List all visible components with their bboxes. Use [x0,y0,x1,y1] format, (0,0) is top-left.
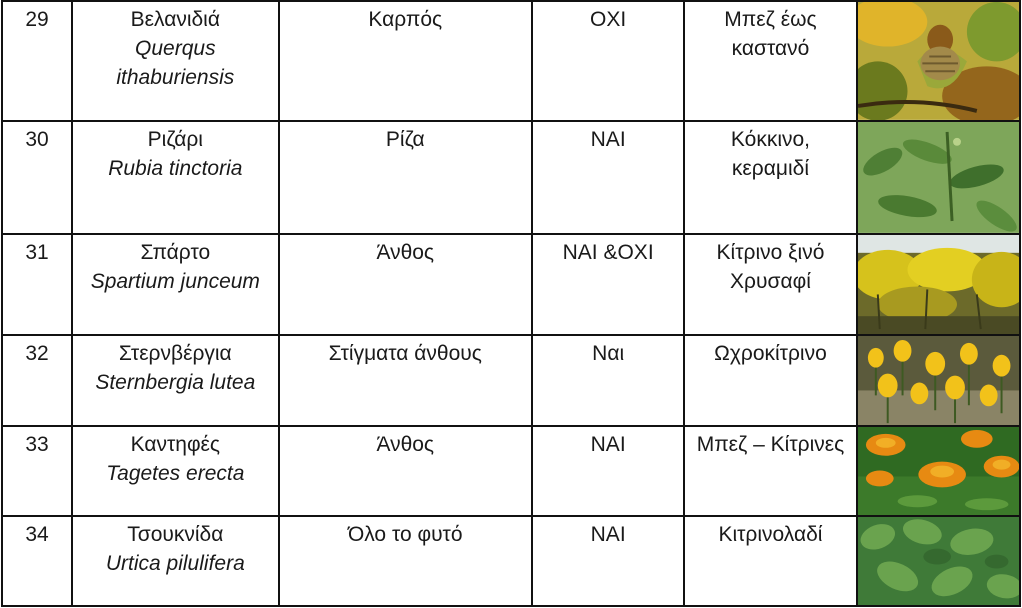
mordant: ΝΑΙ [532,121,684,234]
mordant: ΝΑΙ [532,426,684,516]
madder-plant-photo [857,121,1020,234]
row-number: 30 [2,121,72,234]
common-name: Καντηφές [130,432,221,456]
plant-part: Ρίζα [279,121,532,234]
dye-plants-table [1,0,1021,607]
dye-color: κεραμιδί [731,156,809,180]
scientific-name: Urtica pilulifera [105,551,245,575]
common-name: Σπάρτο [140,240,211,264]
dye-color-cell [684,1,856,121]
common-name: Στερνβέργια [118,341,232,365]
scientific-name: Rubia tinctoria [108,156,243,180]
table-row [2,121,1020,234]
scientific-name: Sternbergia lutea [95,370,256,394]
plant-name-cell [72,516,278,606]
scientific-name: Spartium junceum [90,269,260,293]
dye-color: Ωχροκίτρινο [714,341,827,365]
row-number: 31 [2,234,72,335]
dye-color-cell [684,234,856,335]
common-name: Βελανιδιά [130,8,220,31]
dye-color: Κόκκινο, [730,127,811,151]
sternbergia-flowers-photo [857,335,1020,426]
row-number: 29 [2,1,72,121]
plant-part: Άνθος [279,234,532,335]
acorn-oak-photo [857,1,1020,121]
marigold-flowers-photo [857,426,1020,516]
dye-color: Κίτρινο ξινό [716,240,825,264]
scientific-name: Querqus [135,37,216,60]
dye-color: Κιτρινολαδί [718,522,823,546]
table-row [2,234,1020,335]
nettle-leaves-photo [857,516,1020,606]
mordant: ΝΑΙ [532,516,684,606]
dye-color-cell [684,516,856,606]
table-row [2,516,1020,606]
plant-name-cell [72,121,278,234]
plant-name-cell [72,234,278,335]
plant-name-cell [72,1,278,121]
dye-color: Χρυσαφί [730,269,811,293]
scientific-name: ithaburiensis [116,66,235,89]
common-name: Τσουκνίδα [127,522,224,546]
dye-color-cell [684,121,856,234]
table-row [2,335,1020,426]
plant-name-cell [72,426,278,516]
dye-color-cell [684,426,856,516]
mordant: Ναι [532,335,684,426]
row-number: 32 [2,335,72,426]
dye-color: καστανό [731,37,810,60]
dye-color: Μπεζ έως [724,8,817,31]
common-name: Ριζάρι [147,127,203,151]
dye-color-cell [684,335,856,426]
row-number: 33 [2,426,72,516]
plant-part: Όλο το φυτό [279,516,532,606]
plant-name-cell [72,335,278,426]
table-row [2,1,1020,121]
dye-color: Μπεζ – Κίτρινες [696,432,845,456]
plant-part: Στίγματα άνθους [279,335,532,426]
scientific-name: Tagetes erecta [106,461,245,485]
mordant: ΟΧΙ [532,1,684,121]
broom-shrub-photo [857,234,1020,335]
mordant: ΝΑΙ &ΟΧΙ [532,234,684,335]
table-row [2,426,1020,516]
plant-part: Καρπός [279,1,532,121]
plant-part: Άνθος [279,426,532,516]
row-number: 34 [2,516,72,606]
